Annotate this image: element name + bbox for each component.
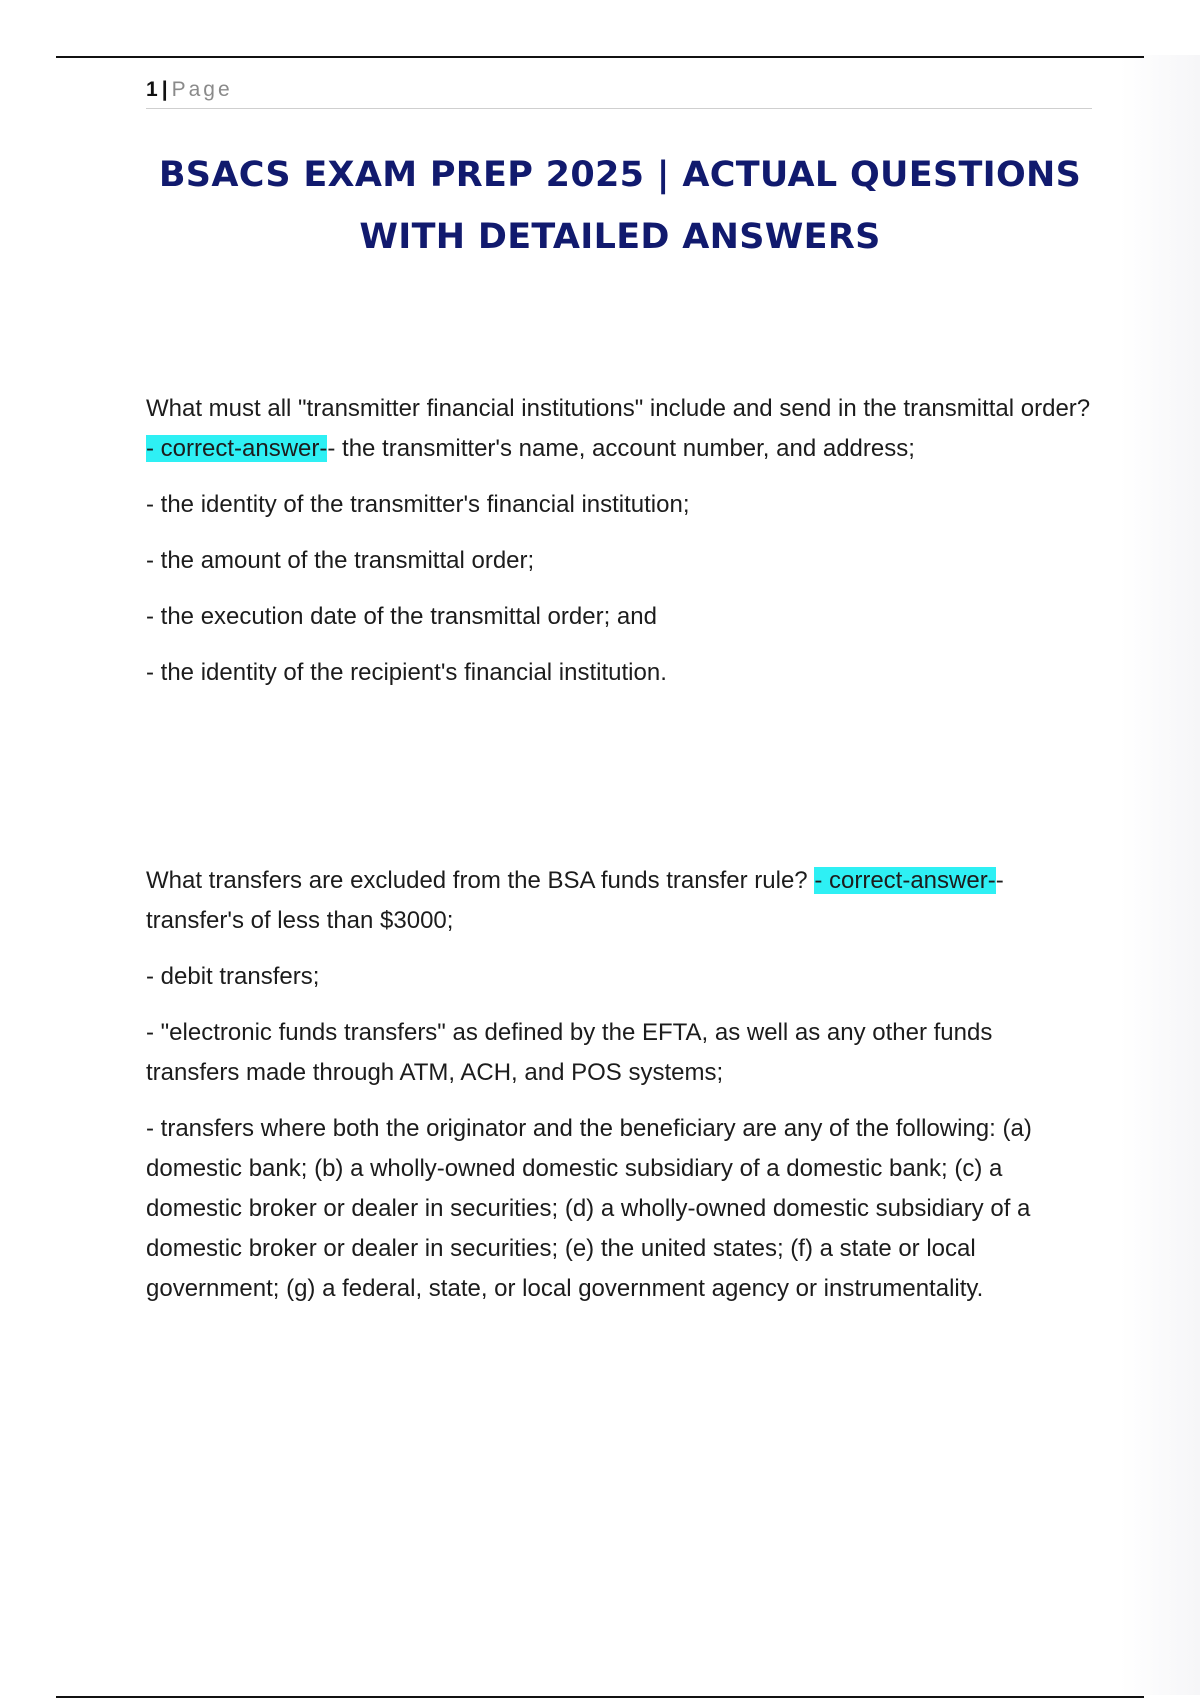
answer-item: - transfers where both the originator and the beneficiary are any of the following: (a) domestic bank; (b) a wholly-owned domestic subsidiary of a domestic bank; (c) a domestic broker or dealer in securities; (d) a wholly-owned domestic subsidiary of a domestic broker or dealer in securities; (e) the united states; (f) a state or local government; (g) a federal, state, or local government agency or instrumentality. bbox=[146, 1115, 1032, 1302]
page-header bbox=[146, 76, 1092, 109]
answer-item: - debit transfers; bbox=[146, 963, 320, 990]
answer-item: - "electronic funds transfers" as defined by the EFTA, as well as any other funds transfers made through ATM, ACH, and POS systems; bbox=[146, 1019, 993, 1086]
answer-text: - transfer's of less than $3000; bbox=[146, 867, 1004, 934]
correct-answer-marker: - correct-answer- bbox=[146, 435, 328, 462]
bottom-border-rule bbox=[56, 1696, 1144, 1698]
question-block-2 bbox=[146, 861, 1092, 1325]
page-number: 1 bbox=[146, 78, 158, 101]
question-text: What transfers are excluded from the BSA funds transfer rule? bbox=[146, 867, 808, 894]
page-label: Page bbox=[171, 78, 233, 101]
answer-item: - the identity of the recipient's financial institution. bbox=[146, 659, 667, 686]
question-paragraph bbox=[146, 861, 1092, 941]
answer-text: - the transmitter's name, account number, and address; bbox=[327, 435, 915, 462]
correct-answer-marker: - correct-answer- bbox=[814, 867, 996, 894]
answer-item: - the identity of the transmitter's financial institution; bbox=[146, 491, 690, 518]
page-edge-shade bbox=[1120, 55, 1200, 1695]
page-header-separator: | bbox=[161, 78, 168, 101]
answer-item: - the execution date of the transmittal order; and bbox=[146, 603, 657, 630]
top-border-rule bbox=[56, 56, 1144, 58]
question-text: What must all "transmitter financial institutions" include and send in the transmittal order? bbox=[146, 395, 1091, 422]
answer-item: - the amount of the transmittal order; bbox=[146, 547, 535, 574]
question-paragraph bbox=[146, 389, 1092, 469]
question-block-1 bbox=[146, 389, 1092, 709]
document-title: BSACS EXAM PREP 2025 | ACTUAL QUESTIONS WITH DETAILED ANSWERS bbox=[158, 155, 1082, 257]
